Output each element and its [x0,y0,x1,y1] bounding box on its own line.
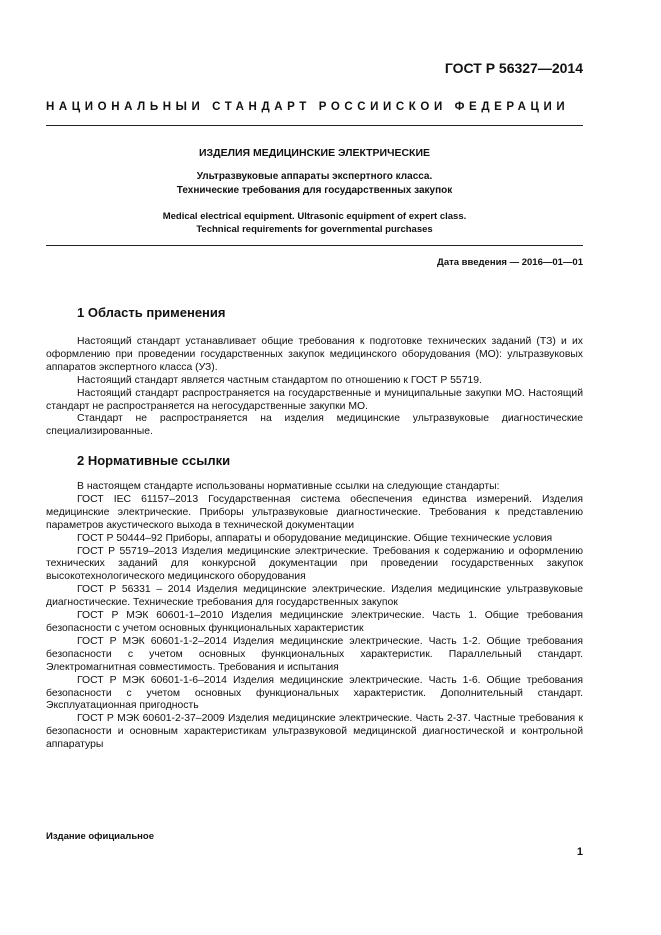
section-2-heading: 2 Нормативные ссылки [77,453,231,468]
paragraph: Стандарт не распространяется на изделия медицинские ультразвуковые диагностические специализированные. [46,413,583,438]
section-1-heading: 1 Область применения [77,305,226,320]
reference-item: ГОСТ Р МЭК 60601-1–2010 Изделия медицинские электрические. Часть 1. Общие требования безопасности с учетом основных функциональных характеристик [46,610,583,634]
top-divider [46,125,583,126]
reference-item: ГОСТ IEC 61157–2013 Государственная система обеспечения единства измерений. Изделия медицинские электрические. Приборы ультразвуковые диагностические. Требования к представлению параметров акустического выхода в технической документации [46,493,583,531]
reference-item: ГОСТ Р МЭК 60601-1-6–2014 Изделия медицинские электрические. Часть 1-6. Общие требования безопасности с учетом основных функциональных характеристик. Дополнительный стандарт. Эксплуатационная пригодность [46,674,583,712]
official-edition-label: Издание официальное [46,831,154,842]
document-title: ИЗДЕЛИЯ МЕДИЦИНСКИЕ ЭЛЕКТРИЧЕСКИЕ [198,147,431,159]
reference-item: ГОСТ Р МЭК 60601-2-37–2009 Изделия медицинские электрические. Часть 2-37. Частные требования к безопасности и основным характеристикам ультразвуковой медицинской диагностической и контрольной аппаратуры [46,713,583,751]
subtitle-line-1: Ультразвуковые аппараты экспертного класса. [196,171,433,182]
paragraph: Настоящий стандарт распространяется на государственные и муниципальные закупки МО. Настоящий стандарт не распространяется на негосударственные закупки МО. [46,387,583,412]
national-standard-banner: НАЦИОНАЛЬНЫЙ СТАНДАРТ РОССИЙСКОЙ ФЕДЕРАЦИИ [46,101,570,113]
paragraph: В настоящем стандарте использованы нормативные ссылки на следующие стандарты: [77,481,500,492]
paragraph: Настоящий стандарт устанавливает общие требования к подготовке технических заданий (ТЗ) и их оформлению при проведении государственных закупок медицинского оборудования (МО): ультразвуковых аппаратов экспертного класса (УЗ). [46,336,583,373]
paragraph: Настоящий стандарт является частным стандартом по отношению к ГОСТ Р 55719. [77,374,482,386]
english-title-line-1: Medical electrical equipment. Ultrasonic equipment of expert class. [162,211,467,222]
subtitle-line-2: Технические требования для государственных закупок [176,185,453,196]
introduction-date: Дата введения — 2016—01—01 [437,257,583,268]
reference-item: ГОСТ Р МЭК 60601-1-2–2014 Изделия медицинские электрические. Часть 1-2. Общие требования безопасности с учетом основных функциональных характеристик. Параллельный стандарт. Электромагнитная совместимость. Требования и испытания [46,635,583,673]
reference-item: ГОСТ Р 56331 – 2014 Изделия медицинские электрические. Изделия медицинские ультразвуковые диагностические. Технические требования для государственных закупок [46,584,583,609]
section-1-body [46,336,583,439]
title-divider [46,245,583,246]
reference-item: ГОСТ Р 50444–92 Приборы, аппараты и оборудование медицинские. Общие технические условия [77,532,553,544]
standard-number: ГОСТ Р 56327—2014 [444,60,583,76]
section-2-body [46,481,583,752]
page-number: 1 [576,846,583,858]
english-title-line-2: Technical requirements for governmental purchases [196,224,433,235]
reference-item: ГОСТ Р 55719–2013 Изделия медицинские электрические. Требования к содержанию и оформлению технических заданий для конкурсной документации при проведении государственных закупок высокотехнологического медицинского оборудования [46,545,583,583]
